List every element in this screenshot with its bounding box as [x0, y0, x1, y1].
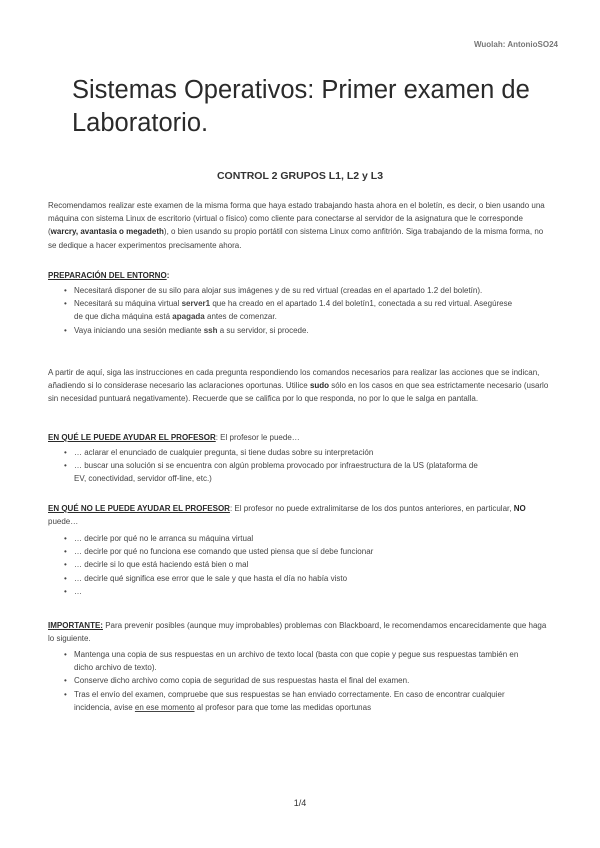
prep-heading: PREPARACIÓN DEL ENTORNO [48, 271, 167, 280]
list-item: • … decirle por qué no funciona ese comando que usted piensa que sí debe funcionar [64, 545, 524, 558]
important-paragraph: IMPORTANTE: Para prevenir posibles (aunque muy improbables) problemas con Blackboard, le recomendamos encarecidamente que haga lo siguiente. [48, 621, 547, 644]
page-number: 1/4 [293, 798, 307, 808]
help-heading: EN QUÉ LE PUEDE AYUDAR EL PROFESOR [48, 433, 216, 442]
list-item: • Necesitará su máquina virtual server1 que ha creado en el apartado 1.4 del boletín1, conectada a su red virtual. Asegúrese de que dicha máquina está apagada antes de comenzar. [64, 297, 514, 323]
intro-servers: warcry, avantasia o megadeth [50, 227, 164, 237]
intro-text-1: Recomendamos realizar este examen de la misma forma que haya estado trabajando hasta ahora en el boletín, es decir, o bien usando una máquina con sistema Linux de escritorio (virtual o físico) como cliente para conectarse al servidor de la asignatura que le corresponde ( [48, 201, 545, 237]
nohelp-paragraph: EN QUÉ NO LE PUEDE AYUDAR EL PROFESOR: El profesor no puede extralimitarse de los dos puntos anteriores, en particular, NO puede… [48, 504, 526, 527]
list-item: • Mantenga una copia de sus respuestas en un archivo de texto local (basta con que copie y pegue sus respuestas también en dicho archivo de texto). [64, 648, 524, 674]
list-item: • Conserve dicho archivo como copia de seguridad de sus respuestas hasta el final del examen. [64, 674, 524, 687]
emphasis-now: en ese momento [134, 702, 195, 712]
prep-heading-colon: : [166, 271, 170, 280]
instructions-paragraph: A partir de aquí, siga las instrucciones en cada pregunta respondiendo los comandos necesarios para realizar las acciones que se indican, añadiendo si lo considerase necesario las aclaraciones oportunas. Utilice sudo sólo en los casos en que sea estrictamente necesario (usarlo sin necesidad puntuará negativamente). Recuerde que se califica por lo que responda, no por lo que le salga en pantalla. [48, 368, 549, 404]
list-item: • Vaya iniciando una sesión mediante ssh a su servidor, si procede. [64, 324, 514, 337]
list-item: • … [64, 585, 524, 598]
nohelp-list [64, 532, 524, 598]
section-heading: CONTROL 2 GRUPOS L1, L2 y L3 [216, 170, 384, 182]
nohelp-heading: EN QUÉ NO LE PUEDE AYUDAR EL PROFESOR [48, 504, 230, 513]
list-item: • Necesitará disponer de su silo para alojar sus imágenes y de su red virtual (creadas en el apartado 1.2 del boletín). [64, 284, 514, 297]
prep-list [64, 284, 514, 337]
important-list [64, 648, 524, 714]
prep-heading-line [48, 269, 553, 282]
list-item: • … aclarar el enunciado de cualquier pregunta, si tiene dudas sobre su interpretación [64, 446, 484, 459]
sudo-keyword: sudo [309, 381, 330, 391]
help-list [64, 446, 484, 486]
help-heading-line: EN QUÉ LE PUEDE AYUDAR EL PROFESOR: El profesor le puede… [48, 433, 300, 442]
intro-text-2: ), o bien usando su propio portátil con sistema Linux como anfitrión. Siga trabajando de la misma forma, no se dedique a hacer experimentos precisamente ahora. [48, 227, 544, 250]
list-item: • … decirle qué significa ese error que le sale y que hasta el día no había visto [64, 572, 524, 585]
list-item: • … decirle por qué no le arranca su máquina virtual [64, 532, 524, 545]
intro-paragraph [48, 199, 553, 252]
list-item: • … decirle si lo que está haciendo está bien o mal [64, 558, 524, 571]
list-item: • Tras el envío del examen, compruebe que sus respuestas se han enviado correctamente. En caso de encontrar cualquier incidencia, avise en ese momento al profesor para que tome las medidas oportunas [64, 688, 524, 714]
watermark: Wuolah: AntonioSO24 [474, 40, 558, 49]
important-heading: IMPORTANTE: [48, 621, 103, 630]
list-item: • … buscar una solución si se encuentra con algún problema provocado por infraestructura de la US (plataforma de EV, conectividad, servidor off-line, etc.) [64, 459, 484, 485]
page-title: Sistemas Operativos: Primer examen de Laboratorio. [72, 76, 530, 137]
